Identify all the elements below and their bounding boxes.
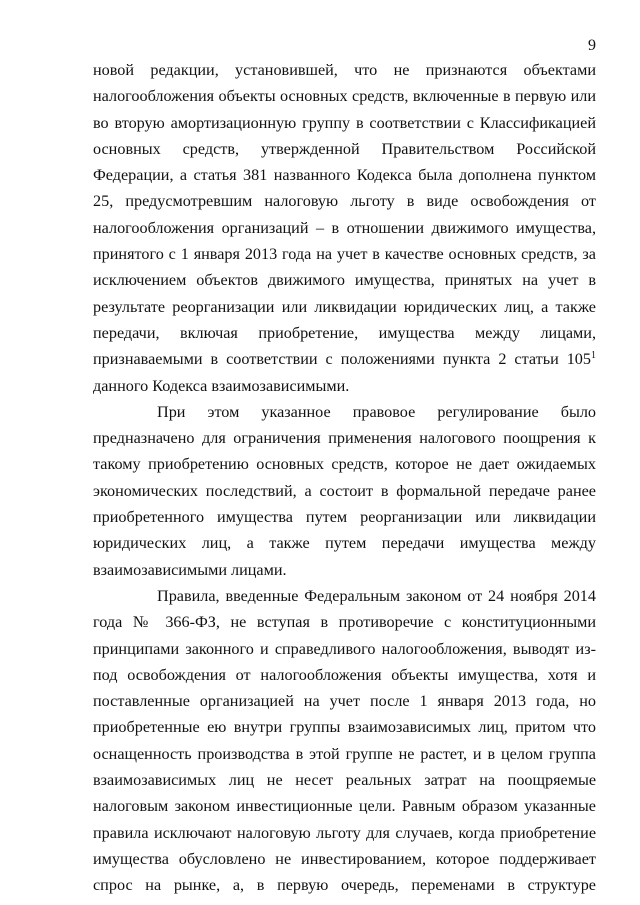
paragraph-1-text: новой редакции, установившей, что не признаются объектами налогообложения объекты основных средств, включенные в первую или во вторую амортизационную группу в соответствии с Классификацией основных средств, утвержденной Правительством Российской Федерации, а статья 381 названного Кодекса была дополнена пунктом 25, предусмотревшим налоговую льготу в виде освобождения от налогообложения организаций – в отношении движимого имущества, принятого с 1 января 2013 года на учет в качестве основных средств, за исключением объектов движимого имущества, принятых на учет в результате реорганизации или ликвидации юридических лиц, а также передачи, включая приобретение, имущества между лицами, признаваемыми в соответствии с положениями пункта 2 статьи 105 (93, 61, 596, 369)
paragraph-1-tail: данного Кодекса взаимозависимыми. (93, 376, 350, 395)
body-text (93, 57, 596, 899)
paragraph-3: Правила, введенные Федеральным законом от 24 ноября 2014 года № 366-ФЗ, не вступая в противоречие с конституционными принципами законного и справедливого налогообложения, выводят из-под освобождения от налогообложения объекты имущества, хотя и поставленные организацией на учет после 1 января 2013 года, но приобретенные ею внутри группы взаимозависимых лиц, притом что оснащенность производства в этой группе не растет, и в целом группа взаимозависимых лиц не несет реальных затрат на поощряемые налоговым законом инвестиционные цели. Равным образом указанные правила исключают налоговую льготу для случаев, когда приобретение имущества обусловлено не инвестированием, которое поддерживает спрос на рынке, а, в первую очередь, переменами в структуре (93, 586, 596, 895)
paragraph-continuation (93, 57, 596, 399)
paragraph-2: При этом указанное правовое регулирование было предназначено для ограничения применения налогового поощрения к такому приобретению основных средств, которое не дает ожидаемых экономических последствий, а состоит в формальной передаче ранее приобретенного имущества путем реорганизации или ликвидации юридических лиц, а также путем передачи имущества между взаимозависимыми лицами. (93, 402, 596, 579)
superscript-marker: 1 (591, 350, 596, 362)
page-number: 9 (588, 37, 596, 54)
